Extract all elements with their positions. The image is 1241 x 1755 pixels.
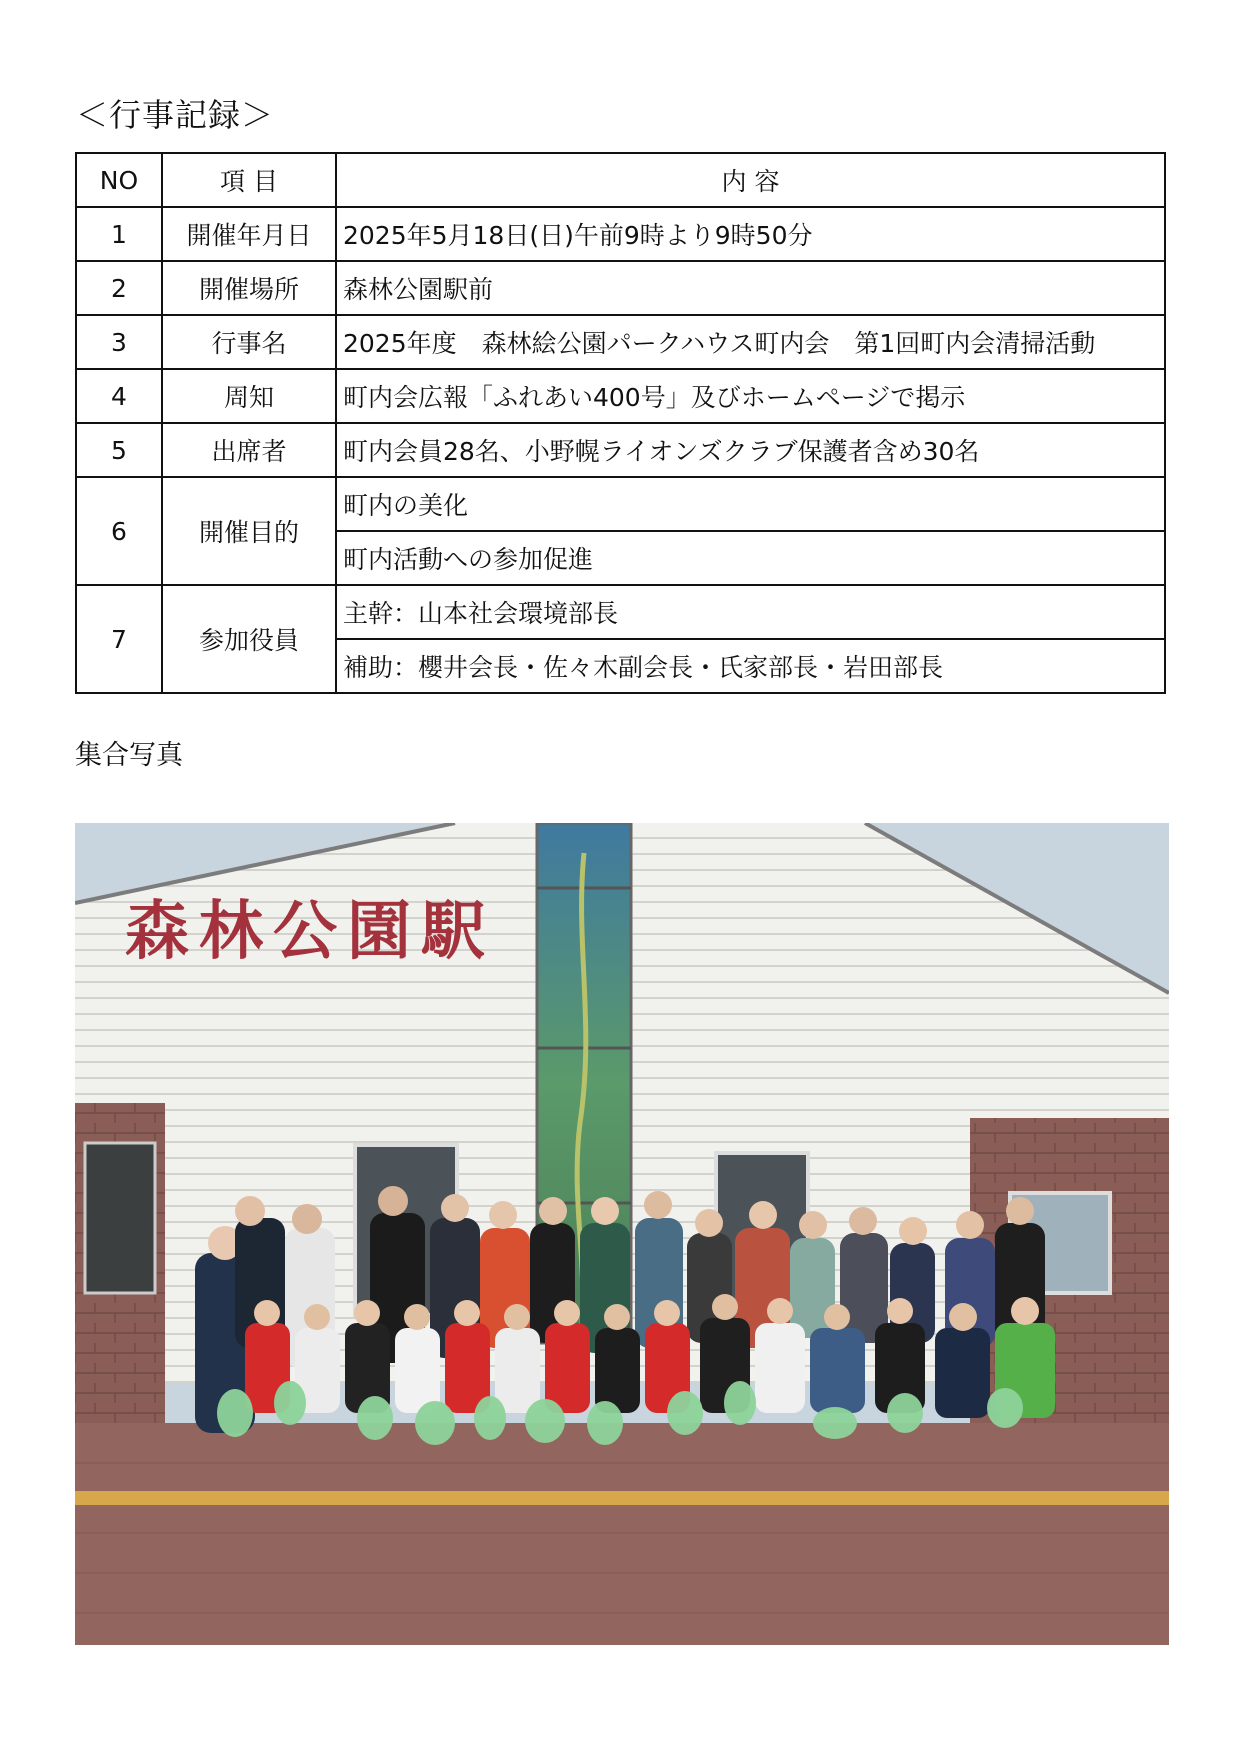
station-sign: 森林公園駅 — [125, 895, 495, 969]
row-content: 町内の美化 — [336, 477, 1165, 531]
row-no: 4 — [76, 369, 162, 423]
row-content: 補助：櫻井会長・佐々木副会長・氏家部長・岩田部長 — [336, 639, 1165, 693]
group-photo — [75, 823, 1169, 1645]
event-record-table — [75, 152, 1166, 694]
row-item: 開催年月日 — [162, 207, 336, 261]
header-content: 内 容 — [336, 153, 1165, 207]
row-no: 6 — [76, 477, 162, 585]
table-row — [76, 369, 1165, 423]
row-item: 参加役員 — [162, 585, 336, 693]
row-no: 1 — [76, 207, 162, 261]
row-content: 主幹：山本社会環境部長 — [336, 585, 1165, 639]
row-item: 行事名 — [162, 315, 336, 369]
table-row — [76, 315, 1165, 369]
row-content: 森林公園駅前 — [336, 261, 1165, 315]
table-row — [76, 477, 1165, 531]
row-content: 町内会広報「ふれあい400号」及びホームページで掲示 — [336, 369, 1165, 423]
table-row — [76, 585, 1165, 639]
row-item: 開催場所 — [162, 261, 336, 315]
row-content: 2025年度 森林絵公園パークハウス町内会 第1回町内会清掃活動 — [336, 315, 1165, 369]
row-no: 7 — [76, 585, 162, 693]
table-header-row — [76, 153, 1165, 207]
row-content: 町内会員28名、小野幌ライオンズクラブ保護者含め30名 — [336, 423, 1165, 477]
table-row — [76, 261, 1165, 315]
photo-label: 集合写真 — [75, 740, 183, 771]
row-content: 町内活動への参加促進 — [336, 531, 1165, 585]
row-no: 5 — [76, 423, 162, 477]
header-item: 項 目 — [162, 153, 336, 207]
row-no: 3 — [76, 315, 162, 369]
page-title: ＜行事記録＞ — [76, 96, 275, 134]
row-item: 出席者 — [162, 423, 336, 477]
table-row — [76, 207, 1165, 261]
row-item: 開催目的 — [162, 477, 336, 585]
header-no: NO — [76, 153, 162, 207]
table-row — [76, 423, 1165, 477]
row-content: 2025年5月18日(日)午前9時より9時50分 — [336, 207, 1165, 261]
row-item: 周知 — [162, 369, 336, 423]
row-no: 2 — [76, 261, 162, 315]
